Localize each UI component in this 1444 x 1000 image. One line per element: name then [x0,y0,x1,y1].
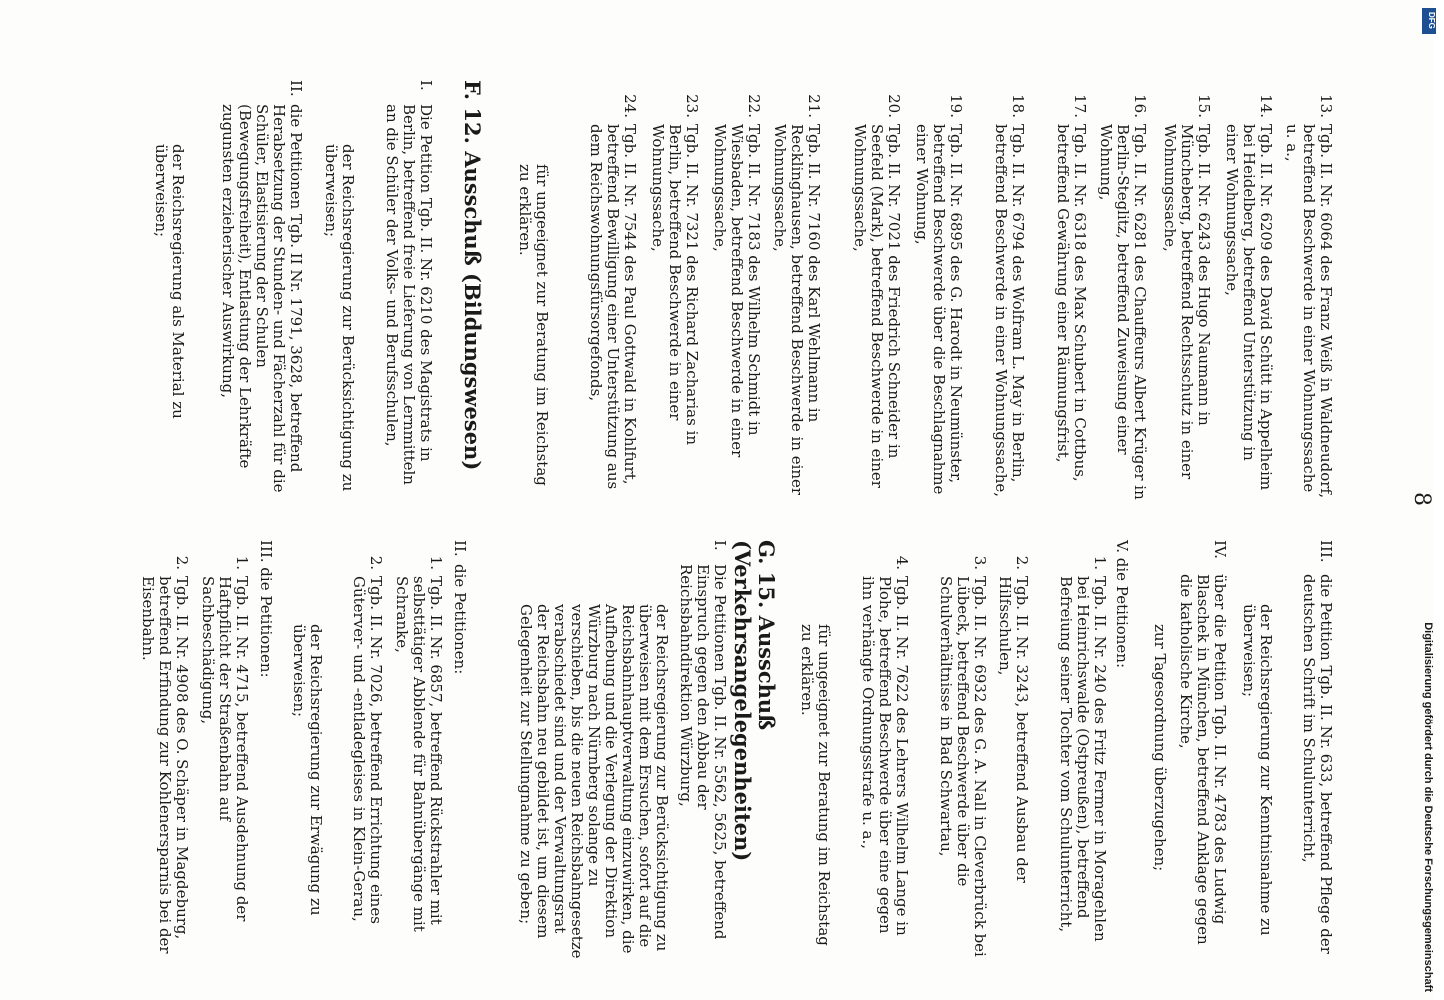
list-item: II. die Petitionen: [451,540,469,675]
list-item: 19. Tgb. II. Nr. 6895 des G. Harodt in Neumünster, betreffend Beschwerde über die Beschlagnahme einer Wohnung, [913,94,965,495]
list-item: 14. Tgb. II. Nr. 6209 des David Schütt in Appelheim bei Heidelberg, betreffend Unterstützung in einer Wohnungssache, [1223,94,1275,491]
result-text: zur Tagesordnung überzugehen; [1151,624,1169,872]
list-item: IV. über die Petition Tgb. II. Nr. 4783 des Ludwig Blaschek in München, betreffend Anklage gegen die katholische Kirche, [1177,540,1229,945]
result-text: der Reichsregierung als Material zu überweisen; [152,144,187,419]
list-item: 2. Tgb. II. Nr. 4908 des O. Schäper in Magdeburg, betreffend Erfindung zur Kohlenersparnis bei der Eisenbahn. [139,555,191,954]
list-item: 2. Tgb. II. Nr. 3243, betreffend Ausbau der Hilfsschulen, [996,555,1031,883]
dfg-logo: DFG [1422,8,1436,34]
section-heading: F. 12. Ausschuß (Bildungswesen) [460,80,485,471]
petitions-label: V. die Petitionen: [1113,540,1131,669]
list-item: 4. Tgb. II. Nr. 7622 des Lehrers Wilhelm Lange in Plohe, betreffend Beschwerde über eine gegen ihn verhängte Ordnungsstrafe u. a., [859,555,911,936]
list-item: 21. Tgb. II. Nr. 7160 des Karl Wehlmann in Recklinghausen, betreffend Beschwerde in einer Wohnungssache, [771,94,823,496]
list-item: 1. Tgb. II. Nr. 4715, betreffend Ausdehnung der Haftpflicht der Straßenbahn auf Sachbeschädigung, [199,555,251,922]
list-item: 18. Tgb. II. Nr. 6794 des Wolfram L. May in Berlin, betreffend Beschwerde in einer Wohnungssache, [992,94,1027,498]
list-item: 15. Tgb. II. Nr. 6243 des Hugo Naumann in Müncheberg, betreffend Rechtsschutz in einer Wohnungssache, [1161,94,1213,480]
section-heading: G. 15. Ausschuß (Verkehrsangelegenheiten) [730,540,779,862]
petitions-label: III. die Petitionen: [257,540,275,678]
result-text: der Reichsregierung zur Berücksichtigung zu überweisen mit dem Ersuchen, sofort auf die Reichsbahnhauptverwaltung einzuwirken, die Aufhebung und die Verlegung der Direktion Würzburg nach Nürnberg solange zu verschieben, bis die neuen Reichsbahngesetze verabschiedet sind und der Verwaltungsrat der Reichsbahn neu gebildet ist, um diesem Gelegenheit zur Stellungnahme zu geben; [517,604,671,959]
list-item: II. die Petitionen Tgb. II Nr. 1791, 3628, betreffend Herabsetzung der Stunden- und Fächerzahl für die Schüler, Elastisierung der Schulen (Bewegungsfreiheit), Entlastung der Lehrkräfte zugunsten erzieherischer Auswirkung, [219,80,305,493]
list-item: 1. Tgb. II. Nr. 240 des Fritz Fermer in Moragehlen bei Heinrichswalde (Ostpreußen), betreffend Befreiung seiner Tochter vom Schulunterricht, [1057,555,1109,942]
list-item: 16. Tgb. II. Nr. 6281 des Chauffeurs Albert Krüger in Berlin-Steglitz, betreffend Zuweisung einer Wohnung, [1097,94,1149,500]
page-number: 8 [1409,492,1434,506]
list-item: 20. Tgb. II. Nr. 7021 des Friedrich Schneider in Seefeld (Mark), betreffend Beschwerde in einer Wohnungssache, [851,94,903,488]
result-text: der Reichsregierung zur Berücksichtigung zu überweisen; [322,144,357,492]
list-item: I. Die Petition Tgb. II. Nr. 6210 des Magistrats in Berlin, betreffend freie Lieferung von Lernmitteln an die Schüler der Volks- und Berufsschulen, [383,80,435,485]
list-item: 22. Tgb. II. Nr. 7183 des Wilhelm Schmidt in Wiesbaden, betreffend Beschwerde in einer Wohnungssache, [711,94,763,458]
list-item: 17. Tgb. II. Nr. 6318 des Max Schubert in Cottbus, betreffend Gewährung einer Räumungsfrist, [1054,94,1089,482]
watermark-text: Digitalisierung gefördert durch die Deutsche Forschungsgemeinschaft [1422,622,1434,992]
list-item: 23. Tgb. II. Nr. 7321 des Richard Zacharias in Berlin, betreffend Beschwerde in einer Wohnungssache, [649,94,701,446]
conclusion-text: für ungeeignet zur Beratung im Reichstag zu erklären. [516,164,551,486]
list-item: 24. Tgb. II. Nr. 7544 des Paul Gottwald in Kohlfurt, betreffend Bewilligung einer Unterstützung aus dem Reichswohnungsfürsorgefonds, [587,94,639,490]
list-item: 2. Tgb. II. Nr. 7026, betreffend Errichtung eines Güterver- und -entladegleises in Klein-Gerau, [350,555,385,924]
list-item: 1. Tgb. II. Nr. 6857, betreffend Rückstrahler mit selbsttätiger Abblende für Bahnübergänge mit Schranke, [393,555,445,932]
list-item: I. Die Petitionen Tgb. II. Nr. 5562, 5625, betreffend Einspruch gegen den Abbau der Reichsbahndirektion Würzburg, [677,540,729,940]
list-item: III. die Petition Tgb. II. Nr. 633, betreffend Pflege der deutschen Schrift im Schulunterricht, [1300,540,1335,954]
result-text: für ungeeignet zur Beratung im Reichstag zu erklären. [798,624,833,946]
list-item: 13. Tgb. II. Nr. 6064 des Franz Weiß in Waldneudorf, betreffend Beschwerde in einer Wohnungssache u. a., [1283,94,1335,499]
digitization-watermark [1420,8,1444,992]
list-item: 3. Tgb. II. Nr. 6932 des G. A. Nall in Cleverbrück bei Lübeck, betreffend Beschwerde über die Schulverhältnisse in Bad Schwartau, [937,555,989,957]
result-text: der Reichsregierung zur Kenntnisnahme zu überweisen; [1240,604,1275,936]
result-text: der Reichsregierung zur Erwägung zu überweisen; [290,624,325,916]
